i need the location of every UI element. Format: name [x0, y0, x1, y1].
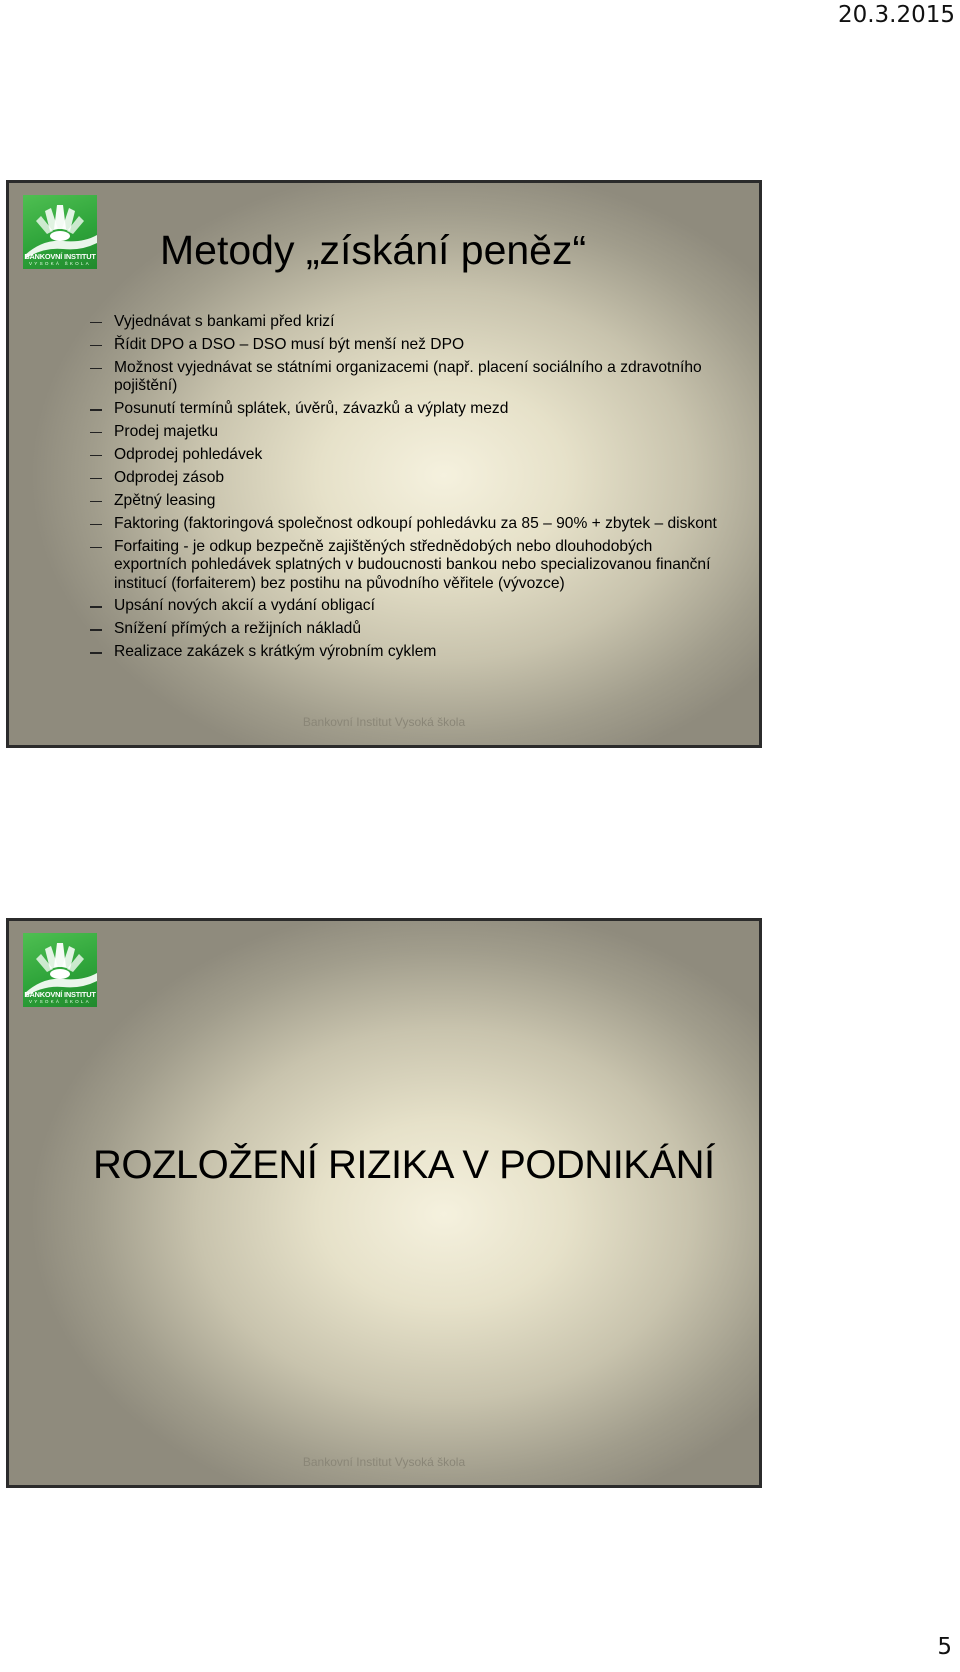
dash-bullet-icon: [90, 322, 102, 323]
list-item-text: Snížení přímých a režijních nákladů: [114, 620, 362, 638]
dash-bullet-icon: [90, 501, 102, 502]
dash-bullet-icon: [90, 478, 102, 479]
logo-name: BANKOVNÍ INSTITUT: [24, 989, 96, 999]
list-item-text: Prodej majetku: [114, 423, 219, 441]
dash-bullet-icon: [90, 547, 102, 548]
dash-bullet-icon: [90, 524, 102, 525]
bankovni-institut-logo: [23, 195, 97, 269]
dash-bullet-icon: [90, 629, 102, 630]
slide-risk-section: [6, 918, 762, 1488]
list-item-text: Zpětný leasing: [114, 491, 216, 509]
list-item: [89, 446, 729, 465]
list-item: [89, 492, 729, 511]
dash-bullet-icon: [90, 432, 102, 433]
bullet-list: [89, 313, 729, 666]
list-item: [89, 359, 729, 396]
list-item-text: Realizace zakázek s krátkým výrobním cyklem: [114, 643, 437, 661]
list-item: [89, 597, 729, 616]
list-item-text: Posunutí termínů splátek, úvěrů, závazků a výplaty mezd: [114, 400, 509, 418]
list-item: [89, 620, 729, 639]
list-item: [89, 469, 729, 488]
dash-bullet-icon: [90, 455, 102, 456]
list-item-text: Vyjednávat s bankami před krizí: [114, 313, 335, 330]
slide-methods: [6, 180, 762, 748]
bankovni-institut-logo: [23, 933, 97, 1007]
list-item: [89, 400, 729, 419]
list-item-text: Odprodej zásob: [114, 468, 225, 486]
section-title: ROZLOŽENÍ RIZIKA V PODNIKÁNÍ: [93, 1143, 715, 1187]
dash-bullet-icon: [90, 409, 102, 410]
slide-footer: Bankovní Institut Vysoká škola: [302, 715, 466, 729]
list-item: [89, 538, 729, 594]
logo-name: BANKOVNÍ INSTITUT: [24, 251, 96, 261]
dash-bullet-icon: [90, 606, 102, 607]
list-item-text: Odprodej pohledávek: [114, 445, 263, 463]
list-item: [89, 643, 729, 662]
list-item-text: Faktoring (faktoringová společnost odkoupí pohledávku za 85 – 90% + zbytek – diskont: [114, 514, 717, 532]
list-item: [89, 313, 729, 332]
list-item: [89, 515, 729, 534]
logo-subtitle: VYSOKÁ ŠKOLA: [29, 999, 91, 1005]
slide-footer: Bankovní Institut Vysoká škola: [302, 1455, 466, 1469]
slide-title: Metody „získání peněz“: [160, 227, 587, 273]
list-item-text: Řídit DPO a DSO – DSO musí být menší než DPO: [114, 335, 465, 353]
list-item: [89, 423, 729, 442]
logo-subtitle: VYSOKÁ ŠKOLA: [29, 261, 91, 267]
page-number: 5: [937, 1634, 952, 1660]
list-item: [89, 336, 729, 355]
list-item-text: Možnost vyjednávat se státními organizacemi (např. placení sociálního a zdravotního pojištění): [114, 358, 702, 395]
list-item-text: Forfaiting - je odkup bezpečně zajištěných střednědobých nebo dlouhodobých exportních pohledávek splatných v budoucnosti bankou nebo specializovanou finanční institucí (forfaiterem) bez postihu na původního věřitele (vývozce): [114, 537, 711, 592]
page-date: 20.3.2015: [837, 2, 955, 28]
list-item-text: Upsání nových akcií a vydání obligací: [114, 597, 375, 615]
dash-bullet-icon: [90, 652, 102, 653]
dash-bullet-icon: [90, 345, 102, 346]
dash-bullet-icon: [90, 368, 102, 369]
